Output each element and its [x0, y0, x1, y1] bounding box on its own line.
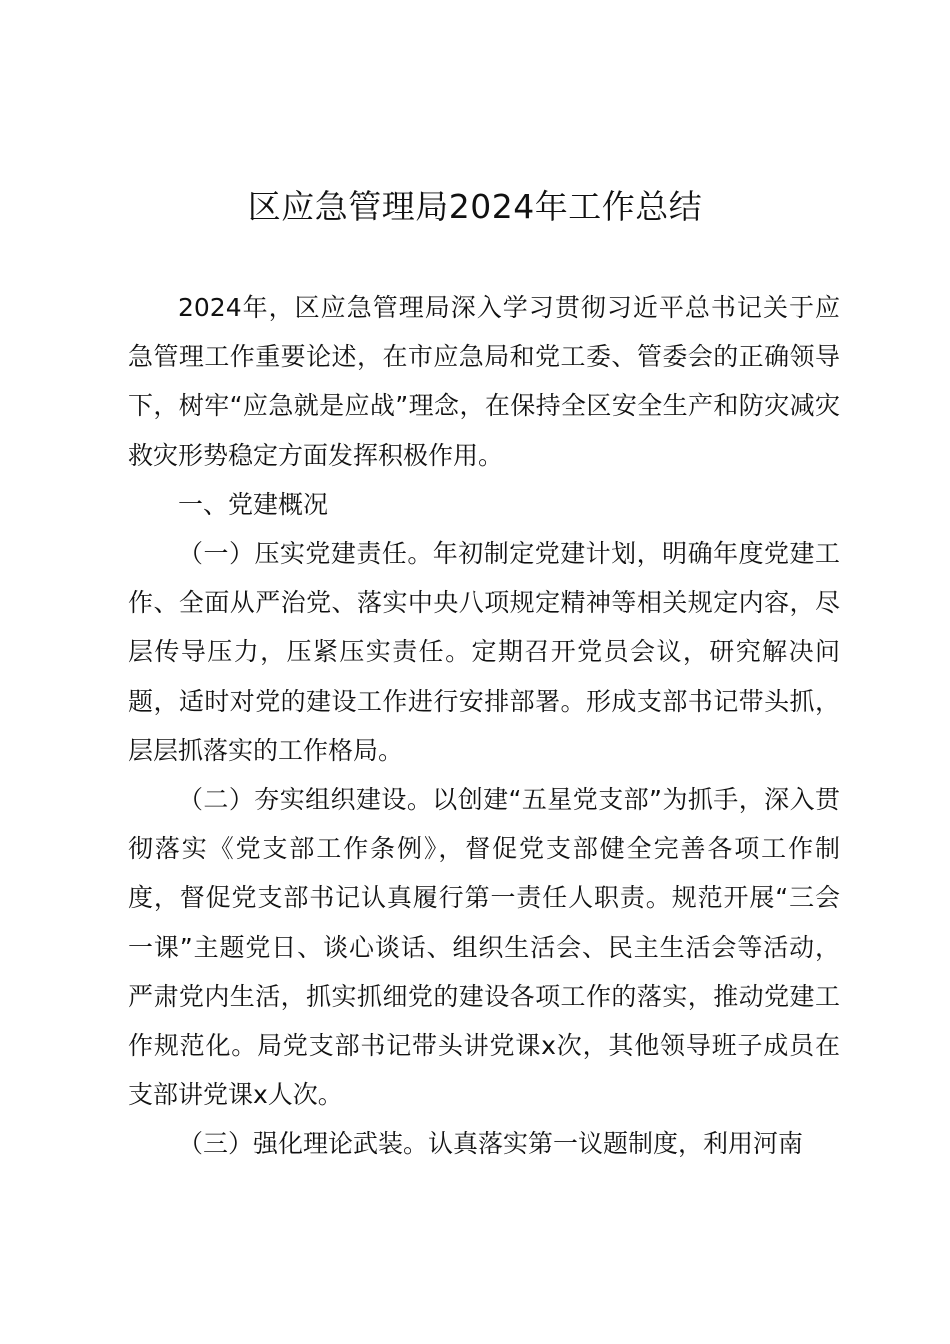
document-body — [128, 283, 840, 1169]
intro-paragraph: 2024年，区应急管理局深入学习贯彻习近平总书记关于应急管理工作重要论述，在市应急局和党工委、管委会的正确领导下，树牢“应急就是应战”理念，在保持全区安全生产和防灾减灾救灾形势稳定方面发挥积极作用。 — [128, 293, 840, 470]
section-heading-party-building: 一、党建概况 — [178, 489, 329, 519]
paragraph-party-responsibility: （一）压实党建责任。年初制定党建计划，明确年度党建工作、全面从严治党、落实中央八项规定精神等相关规定内容，尽层传导压力，压紧压实责任。定期召开党员会议，研究解决问题，适时对党的建设工作进行安排部署。形成支部书记带头抓，层层抓落实的工作格局。 — [128, 539, 840, 765]
paragraph-organization-building: （二）夯实组织建设。以创建“五星党支部”为抓手，深入贯彻落实《党支部工作条例》，督促党支部健全完善各项工作制度，督促党支部书记认真履行第一责任人职责。规范开展“三会一课”主题党日、谈心谈话、组织生活会、民主生活会等活动，严肃党内生活，抓实抓细党的建设各项工作的落实，推动党建工作规范化。局党支部书记带头讲党课x次，其他领导班子成员在支部讲党课x人次。 — [128, 785, 840, 1110]
document-title: 区应急管理局2024年工作总结 — [247, 187, 703, 226]
paragraph-theory-study: （三）强化理论武装。认真落实第一议题制度，利用河南 — [178, 1129, 804, 1159]
